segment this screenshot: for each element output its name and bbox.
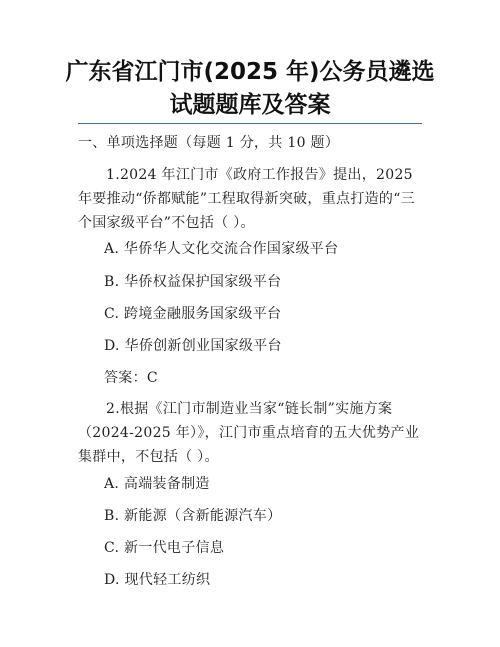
section-heading: 一、单项选择题（每题 1 分，共 10 题）: [78, 135, 340, 151]
document-title: 广东省江门市(2025 年)公务员遴选试题题库及答案: [65, 59, 435, 118]
question-1-option-c: C. 跨境金融服务国家级平台: [104, 306, 282, 322]
question-1-option-a: A. 华侨华人文化交流合作国家级平台: [104, 241, 339, 257]
question-2-option-d: D. 现代轻工纺织: [104, 572, 211, 588]
question-2-stem: 2.根据《江门市制造业当家“链长制”实施方案（2024-2025 年）》，江门市重点培育的五大优势产业集群中，不包括（ ）。: [78, 401, 420, 465]
question-1-option-b: B. 华侨权益保护国家级平台: [104, 274, 282, 290]
question-2-option-b: B. 新能源（含新能源汽车）: [104, 508, 282, 524]
question-1-option-d: D. 华侨创新创业国家级平台: [104, 338, 282, 354]
title-divider: [78, 123, 422, 124]
question-1-answer: 答案：C: [104, 370, 158, 386]
question-2-option-c: C. 新一代电子信息: [104, 540, 225, 556]
question-2-option-a: A. 高端装备制造: [104, 476, 210, 492]
question-1-stem: 1.2024 年江门市《政府工作报告》提出，2025 年要推动“侨都赋能”工程取得新突破，重点打造的“三个国家级平台”不包括（ ）。: [78, 167, 415, 231]
